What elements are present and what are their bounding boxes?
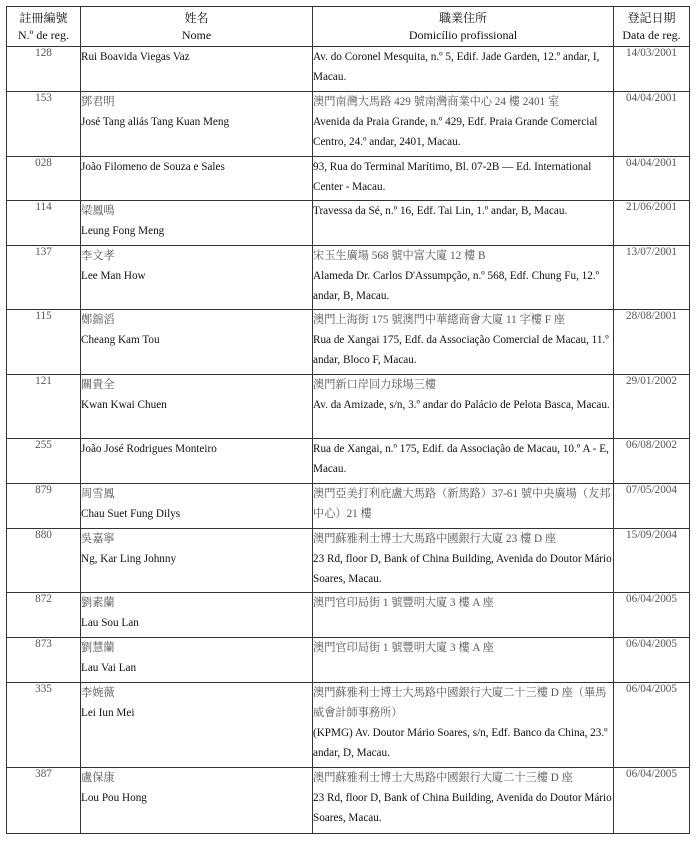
name-portuguese: Lau Vai Lan xyxy=(81,662,137,674)
address-cell xyxy=(313,593,614,638)
name-chinese: 劉慧蘭 xyxy=(81,642,115,654)
table-row xyxy=(7,47,690,92)
date-cell xyxy=(614,375,690,439)
name-cell xyxy=(81,246,313,310)
name-cell xyxy=(81,92,313,157)
address-cell xyxy=(313,157,614,201)
address-portuguese: 93, Rua do Terminal Marítimo, Bl. 07-2B — Ed. International Center - Macau. xyxy=(313,161,592,193)
name-portuguese: Chau Suet Fung Dilys xyxy=(81,508,181,520)
header-row xyxy=(7,7,690,47)
address-chinese: 澳門蘇雅利士博士大馬路中國銀行大廈二十三樓 D 座（畢馬威會計師事務所） xyxy=(313,687,607,719)
address-portuguese: 23 Rd, floor D, Bank of China Building, Avenida do Doutor Mário Soares, Macau. xyxy=(313,792,612,824)
name-cell xyxy=(81,375,313,439)
address-portuguese: Av. da Amizade, s/n, 3.º andar do Palácio de Pelota Basca, Macau. xyxy=(313,399,610,411)
reg-number: 153 xyxy=(35,92,52,104)
name-cell xyxy=(81,157,313,201)
reg-number-cell xyxy=(7,201,81,246)
registry-table xyxy=(6,6,690,834)
name-cell xyxy=(81,310,313,375)
address-portuguese: Avenida da Praia Grande, n.º 429, Edf. Praia Grande Comercial Centro, 24.º andar, 2401, Macau. xyxy=(313,116,598,148)
address-chinese: 澳門官印局街 1 號豐明大廈 3 樓 A 座 xyxy=(313,597,494,609)
table-row xyxy=(7,92,690,157)
name-portuguese: Lou Pou Hong xyxy=(81,792,147,804)
reg-number: 879 xyxy=(35,484,52,496)
header-addr-zh: 職業住所 xyxy=(438,11,487,25)
address-chinese: 澳門蘇雅利士博士大馬路中國銀行大廈二十三樓 D 座 xyxy=(313,772,573,784)
header-date-pt: Data de reg. xyxy=(622,28,681,42)
registration-date: 21/06/2001 xyxy=(626,201,677,213)
table-row xyxy=(7,593,690,638)
reg-number-cell xyxy=(7,375,81,439)
address-chinese: 宋玉生廣場 568 號中富大廈 12 樓 B xyxy=(313,250,486,262)
name-portuguese: João Filomeno de Souza e Sales xyxy=(81,161,225,173)
name-cell xyxy=(81,683,313,768)
table-row xyxy=(7,201,690,246)
name-portuguese: Lei Iun Mei xyxy=(81,707,135,719)
name-portuguese: Rui Boavida Viegas Vaz xyxy=(81,51,190,63)
address-cell xyxy=(313,638,614,683)
reg-number: 335 xyxy=(35,683,52,695)
address-chinese: 澳門官印局街 1 號豐明大廈 3 樓 A 座 xyxy=(313,642,494,654)
table-row xyxy=(7,375,690,439)
name-portuguese: Cheang Kam Tou xyxy=(81,334,160,346)
header-date xyxy=(614,7,690,47)
name-portuguese: Ng, Kar Ling Johnny xyxy=(81,553,177,565)
header-addr-pt: Domicílio profissional xyxy=(408,28,518,42)
name-cell xyxy=(81,768,313,834)
registration-date: 14/03/2001 xyxy=(626,47,677,59)
registration-date: 06/04/2005 xyxy=(626,593,677,605)
address-portuguese: Rua de Xangai, n.º 175, Edif. da Associação de Macau, 10.º A - E, Macau. xyxy=(313,443,609,475)
address-chinese: 澳門南灣大馬路 429 號南灣商業中心 24 樓 2401 室 xyxy=(313,96,560,108)
date-cell xyxy=(614,484,690,529)
reg-number-cell xyxy=(7,683,81,768)
reg-number-cell xyxy=(7,638,81,683)
reg-number: 114 xyxy=(35,201,52,213)
name-chinese: 鄧君明 xyxy=(81,96,115,108)
name-chinese: 劉素蘭 xyxy=(81,597,115,609)
reg-number: 255 xyxy=(35,439,52,451)
name-portuguese: Kwan Kwai Chuen xyxy=(81,399,167,411)
registration-date: 06/04/2005 xyxy=(626,768,677,780)
table-row xyxy=(7,683,690,768)
date-cell xyxy=(614,92,690,157)
reg-number-cell xyxy=(7,484,81,529)
address-portuguese: (KPMG) Av. Doutor Mário Soares, s/n, Edf. Banco da China, 23.º andar, D, Macau. xyxy=(313,727,608,759)
reg-number: 115 xyxy=(35,310,52,322)
name-chinese: 梁鳳鳴 xyxy=(81,205,115,217)
address-portuguese: Rua de Xangai 175, Edf. da Associação Comercial de Macau, 11.º andar, Bloco F, Macau. xyxy=(313,334,609,366)
address-portuguese: Alameda Dr. Carlos D'Assumpção, n.º 568, Edf. Chung Fu, 12.º andar, B, Macau. xyxy=(313,270,600,302)
header-name-zh: 姓名 xyxy=(184,11,209,25)
name-chinese: 李文孝 xyxy=(81,250,115,262)
date-cell xyxy=(614,638,690,683)
reg-number-cell xyxy=(7,47,81,92)
reg-number: 121 xyxy=(35,375,52,387)
name-cell xyxy=(81,47,313,92)
header-reg-pt: N.º de reg. xyxy=(17,28,70,42)
address-cell xyxy=(313,310,614,375)
name-chinese: 鄭錦滔 xyxy=(81,314,115,326)
reg-number-cell xyxy=(7,768,81,834)
address-cell xyxy=(313,92,614,157)
name-cell xyxy=(81,439,313,484)
registration-date: 28/08/2001 xyxy=(626,310,677,322)
header-name xyxy=(81,7,313,47)
reg-number-cell xyxy=(7,439,81,484)
date-cell xyxy=(614,593,690,638)
reg-number-cell xyxy=(7,310,81,375)
address-cell xyxy=(313,246,614,310)
name-cell xyxy=(81,593,313,638)
table-row xyxy=(7,484,690,529)
reg-number-cell xyxy=(7,529,81,593)
registration-date: 06/04/2005 xyxy=(626,683,677,695)
address-cell xyxy=(313,47,614,92)
address-chinese: 澳門上海街 175 號澳門中華總商會大廈 11 字樓 F 座 xyxy=(313,314,565,326)
registration-date: 04/04/2001 xyxy=(626,92,677,104)
registration-date: 06/04/2005 xyxy=(626,638,677,650)
name-portuguese: João José Rodrigues Monteiro xyxy=(81,443,217,455)
reg-number: 137 xyxy=(35,246,52,258)
name-portuguese: Leung Fong Meng xyxy=(81,225,165,237)
date-cell xyxy=(614,768,690,834)
reg-number-cell xyxy=(7,246,81,310)
reg-number-cell xyxy=(7,157,81,201)
name-cell xyxy=(81,638,313,683)
reg-number-cell xyxy=(7,92,81,157)
reg-number: 873 xyxy=(35,638,52,650)
reg-number: 880 xyxy=(35,529,52,541)
header-reg-zh: 註冊編號 xyxy=(19,11,68,25)
name-cell xyxy=(81,201,313,246)
table-row xyxy=(7,439,690,484)
date-cell xyxy=(614,310,690,375)
name-portuguese: Lau Sou Lan xyxy=(81,617,139,629)
address-portuguese: Travessa da Sé, n.º 16, Edf. Tai Lin, 1.º andar, B, Macau. xyxy=(313,205,568,217)
name-chinese: 吳嘉寧 xyxy=(81,533,115,545)
table-row xyxy=(7,529,690,593)
address-chinese: 澳門蘇雅利士博士大馬路中國銀行大廈 23 樓 D 座 xyxy=(313,533,557,545)
table-row xyxy=(7,310,690,375)
name-chinese: 關貴全 xyxy=(81,379,115,391)
header-name-pt: Nome xyxy=(181,28,212,42)
address-portuguese: Av. do Coronel Mesquita, n.º 5, Edif. Jade Garden, 12.º andar, I, Macau. xyxy=(313,51,600,83)
name-chinese: 盧保康 xyxy=(81,772,115,784)
name-portuguese: José Tang aliás Tang Kuan Meng xyxy=(81,116,230,128)
registration-date: 29/01/2002 xyxy=(626,375,677,387)
date-cell xyxy=(614,683,690,768)
table-row xyxy=(7,157,690,201)
name-cell xyxy=(81,484,313,529)
header-date-zh: 登記日期 xyxy=(627,11,676,25)
date-cell xyxy=(614,246,690,310)
address-cell xyxy=(313,529,614,593)
name-cell xyxy=(81,529,313,593)
address-cell xyxy=(313,375,614,439)
registration-date: 07/05/2004 xyxy=(626,484,677,496)
date-cell xyxy=(614,439,690,484)
address-cell xyxy=(313,484,614,529)
registration-date: 06/08/2002 xyxy=(626,439,677,451)
date-cell xyxy=(614,47,690,92)
table-row xyxy=(7,638,690,683)
name-portuguese: Lee Man How xyxy=(81,270,146,282)
registration-date: 15/09/2004 xyxy=(626,529,677,541)
reg-number: 872 xyxy=(35,593,52,605)
address-chinese: 澳門亞美打利庇盧大馬路（新馬路）37-61 號中央廣場（友邦中心）21 樓 xyxy=(313,488,611,520)
registration-date: 04/04/2001 xyxy=(626,157,677,169)
address-chinese: 澳門新口岸回力球場三樓 xyxy=(313,379,437,391)
reg-number: 387 xyxy=(35,768,52,780)
table-row xyxy=(7,768,690,834)
header-address xyxy=(313,7,614,47)
date-cell xyxy=(614,201,690,246)
date-cell xyxy=(614,157,690,201)
address-cell xyxy=(313,683,614,768)
address-cell xyxy=(313,439,614,484)
registration-date: 13/07/2001 xyxy=(626,246,677,258)
address-cell xyxy=(313,768,614,834)
reg-number: 028 xyxy=(35,157,52,169)
reg-number-cell xyxy=(7,593,81,638)
reg-number: 128 xyxy=(35,47,52,59)
date-cell xyxy=(614,529,690,593)
name-chinese: 李婉薇 xyxy=(81,687,115,699)
name-chinese: 周雪鳳 xyxy=(81,488,115,500)
address-cell xyxy=(313,201,614,246)
address-portuguese: 23 Rd, floor D, Bank of China Building, Avenida do Doutor Mário Soares, Macau. xyxy=(313,553,612,585)
header-reg-number xyxy=(7,7,81,47)
table-row xyxy=(7,246,690,310)
